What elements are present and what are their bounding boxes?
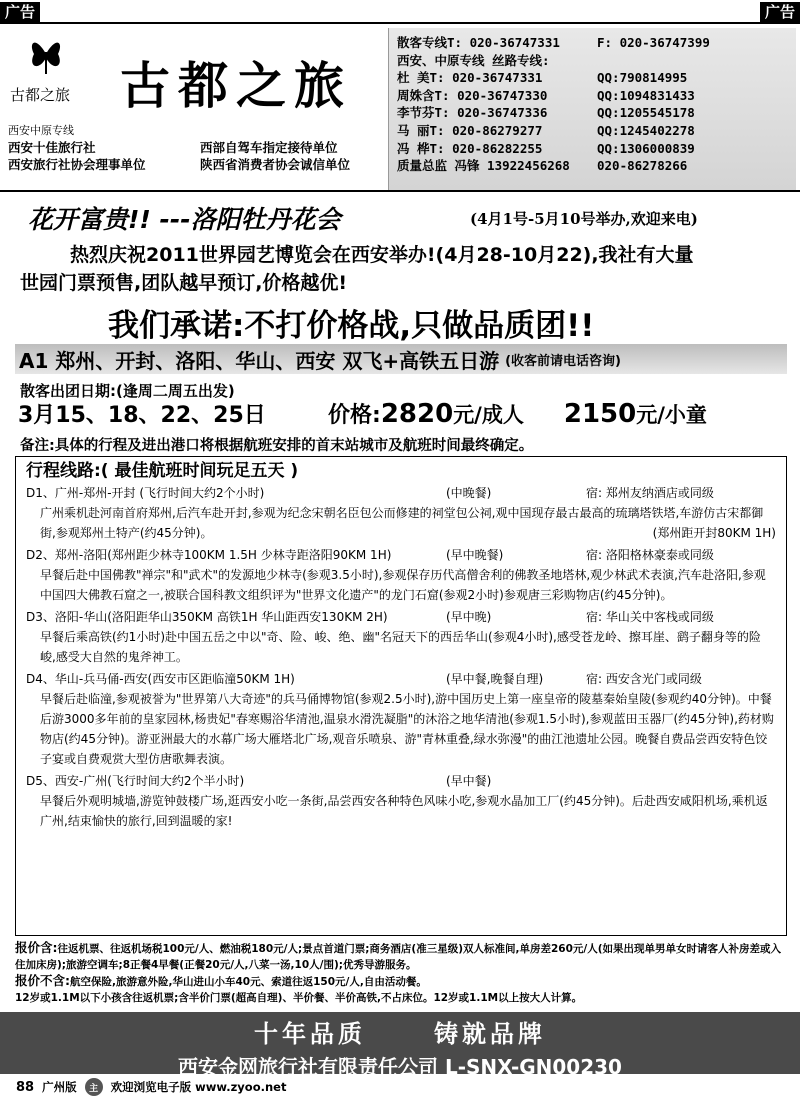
route-title-bar [15,344,787,374]
contact-row: 周姝含T: 020-36747330 QQ:1094831433 [397,87,695,103]
day-description: 广州乘机赴河南首府郑州,后汽车赴开封,参观为纪念宋朝名臣包公而修建的祠堂包公祠,观中国现存最古最高的琉璃塔铁塔,车游仿古宋都御街,参观郑州土特产(约45分钟)。 [40,506,764,540]
day-hotel: 宿: 西安含光门或同级 [586,672,702,686]
contact-row: 冯 桦T: 020-86282255 QQ:1306000839 [397,140,695,156]
day-title: D4、华山-兵马俑-西安(西安市区距临潼50KM 1H) [26,672,295,686]
promo-line-3: 世园门票预售,团队越早预订,价格越优! [20,272,348,294]
website-text[interactable]: 欢迎浏览电子版 www.zyoo.net [110,1080,287,1094]
credential-1: 西安十佳旅行社 [8,140,96,155]
departure-dates: 3月15、18、22、25日 [18,403,266,428]
promo-headline: 花开富贵!! ---洛阳牡丹花会 [28,205,341,234]
badge-icon: 主 [85,1078,103,1096]
route-note: (收客前请电话咨询) [505,353,621,369]
agency-honors [200,139,350,173]
brand-title: 古都之旅 [120,56,352,115]
day-meal: (早中餐) [446,774,492,788]
day-meal: (早中晚餐) [446,548,504,562]
slogan-left: 十年品质 [254,1020,366,1048]
day-distance: (郑州距开封80KM 1H) [652,526,776,540]
day-title: D5、西安-广州(飞行时间大约2个半小时) [26,774,245,788]
fee-details [15,940,787,1006]
itinerary-heading: 行程线路:( 最佳航班时间玩足五天 ) [26,461,299,481]
itinerary-box [15,456,787,936]
price-label: 价格: [328,403,381,428]
itinerary-day [26,771,776,831]
logo [6,30,86,120]
day-hotel: 宿: 洛阳格林豪泰或同级 [586,548,714,562]
ad-label-left: 广告 [0,2,40,22]
credential-2: 西安旅行社协会理事单位 [8,157,146,172]
itinerary-day [26,607,776,667]
page-number: 88 [16,1079,35,1095]
fee-include: 往返机票、往返机场税100元/人、燃油税180元/人;景点首道门票;商务酒店(准三星级)双人标准间,单房差260元/人(如果出现单男单女时请客人补房差或入住加床房);旅游空调车;8正餐4早餐(正餐20元/人,八菜一汤,10人/围);优秀导游服务。 [15,943,782,971]
slogan [0,1012,800,1049]
adult-unit: 元/成人 [453,403,524,427]
promo-headline-note: (4月1号-5月10号举办,欢迎来电) [470,210,698,228]
day-title: D3、洛阳-华山(洛阳距华山350KM 高铁1H 华山距西安130KM 2H) [26,610,388,624]
day-description: 早餐后外观明城墙,游览钟鼓楼广场,逛西安小吃一条街,品尝西安各种特色风味小吃,参观水晶加工厂(约45分钟)。后赴西安咸阳机场,乘机返广州,结束愉快的旅行,回到温暖的家! [40,794,768,828]
day-meal: (早中餐,晚餐自理) [446,672,544,686]
remark: 备注:具体的行程及进出港口将根据航班安排的首末站城市及航班时间最终确定。 [20,438,534,454]
child-unit: 元/小童 [636,403,707,427]
agency-credentials [8,122,146,173]
itinerary-day [26,669,776,769]
itinerary-day [26,545,776,605]
route-title: A1 郑州、开封、洛阳、华山、西安 双飞+高铁五日游 [19,348,500,373]
child-price: 2150 [563,399,637,429]
honor-2: 陕西省消费者协会诚信单位 [200,157,351,172]
day-hotel: 宿: 郑州友纳酒店或同级 [586,486,714,500]
fee-exclude: 航空保险,旅游意外险,华山进山小车40元、索道往返150元/人,自由活动餐。 [70,976,427,988]
bottom-banner [0,1012,800,1079]
day-hotel [586,771,776,791]
day-description: 早餐后赴中国佛教"禅宗"和"武术"的发源地少林寺(参观3.5小时),参观保存历代高僧舍利的佛教圣地塔林,观少林武术表演,汽车赴洛阳,参观中国四大佛教石窟之一,被联合国科教文组织评为"世界文化遗产"的龙门石窟(参观2小时)参观唐三彩购物店(约45分钟)。 [40,568,766,602]
day-title: D1、广州-郑州-开封 (飞行时间大约2个小时) [26,486,265,500]
logo-small-text: 古都之旅 [10,86,71,104]
contact-row: 马 丽T: 020-86279277 QQ:1245402278 [397,122,695,138]
line-subtitle: 西安中原专线 [8,124,74,137]
price-row [18,398,788,429]
slogan-right: 铸就品牌 [434,1020,546,1048]
child-policy: 12岁或1.1M以下小孩含往返机票;含半价门票(超高自理)、半价餐、半价高铁,不占床位。12岁或1.1M以上按大人计算。 [15,992,583,1004]
contact-row: 李节芬T: 020-36747336 QQ:1205545178 [397,105,695,121]
departure-info: 散客出团日期:(逢周二周五出发) [20,382,235,400]
contact-row: 散客专线T: 020-36747331 F: 020-36747399 [397,35,710,50]
contact-row: 杜 美T: 020-36747331 QQ:790814995 [397,70,688,86]
day-hotel: 宿: 华山关中客栈或同级 [586,610,714,624]
honor-1: 西部自驾车指定接待单位 [200,140,338,155]
page-footer [16,1078,286,1096]
day-meal: (早中晚) [446,610,492,624]
ad-label-right: 广告 [760,2,800,22]
contact-row: 质量总监 冯锋 13922456268 020-86278266 [397,158,688,174]
day-description: 早餐后乘高铁(约1小时)赴中国五岳之中以"奇、险、峻、绝、幽"名冠天下的西岳华山(参观4小时),感受苍龙岭、擦耳崖、鹞子翻身等的险峻,感受大自然的鬼斧神工。 [40,630,761,664]
adult-price: 2820 [380,399,454,429]
day-title: D2、郑州-洛阳(郑州距少林寺100KM 1.5H 少林寺距洛阳90KM 1H) [26,548,392,562]
itinerary-day [26,483,776,543]
contact-panel [388,28,796,190]
butterfly-logo-icon [28,32,64,76]
fee-include-label: 报价含: [15,940,58,955]
edition-label: 广州版 [42,1080,77,1094]
company-name: 西安金网旅行社有限责任公司 L-SNX-GN00230 [178,1055,622,1079]
day-description: 早餐后赴临潼,参观被誉为"世界第八大奇迹"的兵马俑博物馆(参观2.5小时),游中国历史上第一座皇帝的陵墓秦始皇陵(参观约40分钟)。中餐后游3000多年前的皇家园林,杨贵妃"春寒赐浴华清池,温泉水滑洗凝脂"的沐浴之地华清池(参观1.5小时),参观蓝田玉器厂(约45分钟),药材购物店(约45分钟)。游亚洲最大的水幕广场大雁塔北广场,观音乐喷泉、游"青林重叠,绿水弥漫"的曲江池遗址公园。晚餐自费品尝西安特色饺子宴或自费观赏大型仿唐歌舞表演。 [40,692,774,766]
day-meal: (中晚餐) [446,486,492,500]
promise-slogan: 我们承诺:不打价格战,只做品质团!! [108,308,595,344]
promo-line-2: 热烈庆祝2011世界园艺博览会在西安举办!(4月28-10月22),我社有大量 [70,244,694,266]
agency-header [0,22,800,192]
contact-row: 西安、中原专线 丝路专线: [397,52,550,68]
fee-exclude-label: 报价不含: [15,973,70,988]
